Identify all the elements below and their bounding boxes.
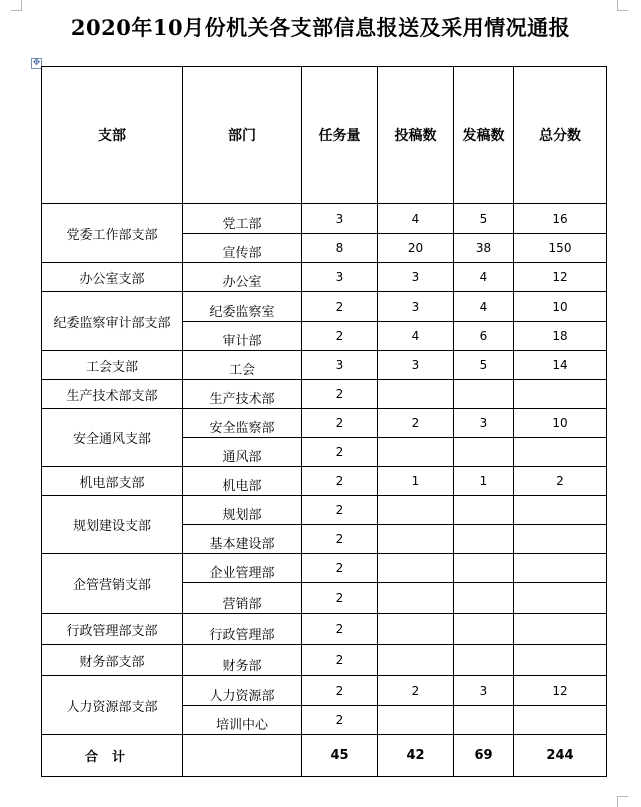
score-cell: 14	[514, 351, 607, 380]
total-label: 合计	[42, 735, 183, 777]
total-department-empty	[183, 735, 302, 777]
submitted-cell	[378, 554, 454, 583]
table-row	[42, 614, 607, 645]
score-cell: 2	[514, 467, 607, 496]
score-cell	[514, 583, 607, 614]
published-cell	[454, 614, 514, 645]
table-row	[42, 292, 607, 322]
table-row	[42, 263, 607, 292]
total-row	[42, 735, 607, 777]
submitted-cell	[378, 614, 454, 645]
published-cell	[454, 380, 514, 409]
page-corner-mark-right	[617, 0, 628, 11]
task-cell: 2	[302, 438, 378, 467]
score-cell	[514, 380, 607, 409]
submitted-cell: 20	[378, 234, 454, 263]
submitted-cell: 1	[378, 467, 454, 496]
published-cell	[454, 496, 514, 525]
total-task: 45	[302, 735, 378, 777]
header-task: 任务量	[302, 67, 378, 204]
department-cell: 行政管理部	[183, 614, 302, 645]
table-move-handle-icon[interactable]: ✥	[32, 58, 41, 68]
task-cell: 8	[302, 234, 378, 263]
table-row	[42, 645, 607, 676]
report-table	[41, 66, 607, 777]
published-cell: 3	[454, 676, 514, 706]
department-cell: 机电部	[183, 467, 302, 496]
published-cell: 4	[454, 263, 514, 292]
score-cell	[514, 525, 607, 554]
task-cell: 3	[302, 204, 378, 234]
total-score: 244	[514, 735, 607, 777]
department-cell: 人力资源部	[183, 676, 302, 706]
submitted-cell: 2	[378, 409, 454, 438]
total-submitted: 42	[378, 735, 454, 777]
branch-cell: 纪委监察审计部支部	[42, 292, 183, 351]
department-cell: 安全监察部	[183, 409, 302, 438]
published-cell	[454, 706, 514, 735]
submitted-cell: 4	[378, 204, 454, 234]
task-cell: 2	[302, 645, 378, 676]
task-cell: 3	[302, 351, 378, 380]
score-cell: 12	[514, 676, 607, 706]
branch-cell: 党委工作部支部	[42, 204, 183, 263]
department-cell: 纪委监察室	[183, 292, 302, 322]
published-cell: 5	[454, 204, 514, 234]
task-cell: 2	[302, 322, 378, 351]
submitted-cell	[378, 380, 454, 409]
department-cell: 生产技术部	[183, 380, 302, 409]
published-cell: 6	[454, 322, 514, 351]
submitted-cell	[378, 525, 454, 554]
submitted-cell: 3	[378, 351, 454, 380]
department-cell: 审计部	[183, 322, 302, 351]
task-cell: 2	[302, 496, 378, 525]
department-cell: 宣传部	[183, 234, 302, 263]
header-published: 发稿数	[454, 67, 514, 204]
table-row	[42, 380, 607, 409]
department-cell: 基本建设部	[183, 525, 302, 554]
department-cell: 通风部	[183, 438, 302, 467]
branch-cell: 安全通风支部	[42, 409, 183, 467]
published-cell: 3	[454, 409, 514, 438]
header-department: 部门	[183, 67, 302, 204]
table-row	[42, 496, 607, 525]
published-cell	[454, 525, 514, 554]
branch-cell: 机电部支部	[42, 467, 183, 496]
table-row	[42, 467, 607, 496]
score-cell	[514, 554, 607, 583]
submitted-cell	[378, 496, 454, 525]
document-title: 2020年10月份机关各支部信息报送及采用情况通报	[70, 15, 571, 40]
submitted-cell	[378, 438, 454, 467]
table-row	[42, 554, 607, 583]
department-cell: 企业管理部	[183, 554, 302, 583]
branch-cell: 企管营销支部	[42, 554, 183, 614]
task-cell: 3	[302, 263, 378, 292]
department-cell: 财务部	[183, 645, 302, 676]
task-cell: 2	[302, 292, 378, 322]
report-table-body	[42, 67, 607, 777]
header-branch: 支部	[42, 67, 183, 204]
score-cell	[514, 645, 607, 676]
published-cell	[454, 554, 514, 583]
table-row	[42, 351, 607, 380]
task-cell: 2	[302, 380, 378, 409]
table-row	[42, 204, 607, 234]
department-cell: 党工部	[183, 204, 302, 234]
branch-cell: 工会支部	[42, 351, 183, 380]
task-cell: 2	[302, 467, 378, 496]
branch-cell: 办公室支部	[42, 263, 183, 292]
department-cell: 办公室	[183, 263, 302, 292]
task-cell: 2	[302, 706, 378, 735]
page-corner-mark-left	[11, 0, 22, 11]
branch-cell: 生产技术部支部	[42, 380, 183, 409]
department-cell: 营销部	[183, 583, 302, 614]
score-cell	[514, 614, 607, 645]
table-row	[42, 409, 607, 438]
score-cell: 16	[514, 204, 607, 234]
table-row	[42, 676, 607, 706]
submitted-cell: 2	[378, 676, 454, 706]
published-cell: 4	[454, 292, 514, 322]
published-cell	[454, 583, 514, 614]
published-cell: 1	[454, 467, 514, 496]
page-corner-mark-bottom-right	[617, 796, 628, 807]
submitted-cell: 4	[378, 322, 454, 351]
total-published: 69	[454, 735, 514, 777]
score-cell: 150	[514, 234, 607, 263]
task-cell: 2	[302, 554, 378, 583]
score-cell	[514, 438, 607, 467]
score-cell: 10	[514, 409, 607, 438]
submitted-cell: 3	[378, 292, 454, 322]
task-cell: 2	[302, 676, 378, 706]
department-cell: 工会	[183, 351, 302, 380]
task-cell: 2	[302, 614, 378, 645]
department-cell: 规划部	[183, 496, 302, 525]
score-cell: 18	[514, 322, 607, 351]
branch-cell: 人力资源部支部	[42, 676, 183, 735]
submitted-cell	[378, 583, 454, 614]
task-cell: 2	[302, 409, 378, 438]
branch-cell: 财务部支部	[42, 645, 183, 676]
score-cell: 12	[514, 263, 607, 292]
submitted-cell	[378, 645, 454, 676]
submitted-cell	[378, 706, 454, 735]
published-cell: 5	[454, 351, 514, 380]
header-score: 总分数	[514, 67, 607, 204]
task-cell: 2	[302, 525, 378, 554]
header-submitted: 投稿数	[378, 67, 454, 204]
header-row	[42, 67, 607, 204]
department-cell: 培训中心	[183, 706, 302, 735]
branch-cell: 行政管理部支部	[42, 614, 183, 645]
branch-cell: 规划建设支部	[42, 496, 183, 554]
submitted-cell: 3	[378, 263, 454, 292]
published-cell: 38	[454, 234, 514, 263]
score-cell	[514, 706, 607, 735]
score-cell	[514, 496, 607, 525]
task-cell: 2	[302, 583, 378, 614]
published-cell	[454, 645, 514, 676]
score-cell: 10	[514, 292, 607, 322]
published-cell	[454, 438, 514, 467]
